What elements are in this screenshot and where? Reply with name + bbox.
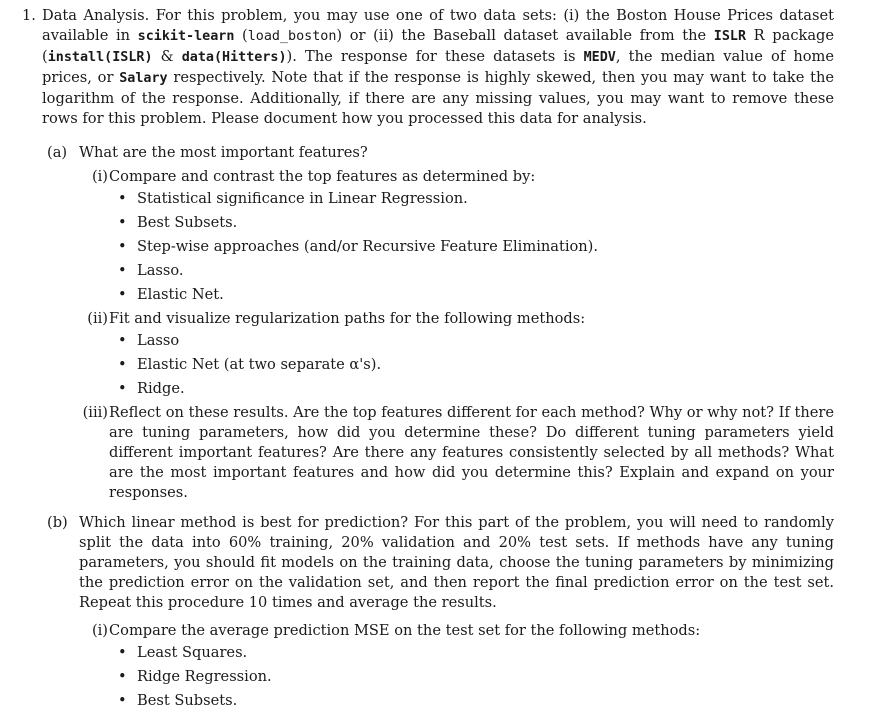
bullet: •	[118, 692, 127, 709]
part-b-i-text: Compare the average prediction MSE on the test set for the following methods:	[109, 622, 701, 639]
intro-text: , the median value of home prices, or	[42, 48, 834, 86]
part-a	[22, 143, 834, 163]
list-item	[118, 213, 834, 233]
part-b-text: Which linear method is best for prediction? For this part of the problem, you will need to randomly split the data into 60% training, 20% validation and 20% test sets. If methods have any tuning parameters, you should fit models on the training data, choose the tuning parameters by minimizing the prediction error on the validation set, and then report the final prediction error on the test set. Repeat this procedure 10 times and average the results.	[79, 514, 834, 611]
bullet: •	[118, 356, 127, 373]
list-item-text: Ridge Regression.	[137, 668, 272, 685]
bullet: •	[118, 286, 127, 303]
bullet: •	[118, 380, 127, 397]
list-item	[118, 355, 834, 375]
part-a-iii-text: Reflect on these results. Are the top features different for each method? Why or why not? If there are tuning parameters, how did you determine these? Do different tuning parameters yield different important features? Are there any features consistently selected by all methods? What are the most important features and how did you determine this? Explain and expand on your responses.	[109, 404, 834, 501]
list-item-text: Lasso.	[137, 262, 184, 279]
list-item	[118, 285, 834, 305]
bullet: •	[118, 644, 127, 661]
list-item-text: Ridge.	[137, 380, 185, 397]
intro-text: respectively. Note that if the response is highly skewed, then you may want to take the logarithm of the response. Additionally, if there are any missing values, you may want to remove these rows for this problem. Please document how you processed this data for analysis.	[42, 69, 835, 127]
part-a-i	[22, 167, 834, 187]
code-islr: ISLR	[713, 29, 747, 44]
code-salary: Salary	[119, 71, 168, 86]
code-scikit-learn: scikit-learn	[137, 29, 235, 44]
intro-text: R package (	[42, 27, 835, 65]
code-load-boston: load_boston	[247, 29, 337, 44]
problem-number: 1.	[22, 7, 36, 24]
intro-text: ). The response for these datasets is	[286, 48, 576, 65]
bullet: •	[118, 190, 127, 207]
list-item-text: Statistical significance in Linear Regression.	[137, 190, 468, 207]
list-item	[118, 189, 834, 209]
part-b-i-list	[22, 643, 834, 711]
bullet: •	[118, 214, 127, 231]
list-item	[118, 379, 834, 399]
part-a-ii	[22, 309, 834, 329]
intro-text: For this problem, you may use one of two data sets: (i) the Boston House Prices dataset available in	[42, 7, 834, 44]
part-a-label: (a)	[47, 144, 68, 161]
bullet: •	[118, 668, 127, 685]
part-a-i-text: Compare and contrast the top features as determined by:	[109, 168, 536, 185]
bullet: •	[118, 238, 127, 255]
part-a-ii-text: Fit and visualize regularization paths for the following methods:	[109, 310, 586, 327]
part-a-iii-label: (iii)	[82, 404, 108, 421]
list-item	[118, 691, 834, 711]
intro-text: (	[242, 27, 248, 44]
part-b-i-label: (i)	[91, 622, 108, 639]
code-install-islr: install(ISLR)	[47, 50, 153, 65]
problem-title: Data Analysis.	[42, 7, 150, 24]
intro-text: &	[160, 48, 174, 65]
list-item	[118, 237, 834, 257]
list-item-text: Elastic Net (at two separate α's).	[137, 356, 382, 373]
list-item	[118, 261, 834, 281]
problem-document	[22, 6, 834, 715]
part-a-text: What are the most important features?	[79, 144, 368, 161]
list-item-text: Lasso	[137, 332, 180, 349]
list-item	[118, 667, 834, 687]
list-item-text: Elastic Net.	[137, 286, 224, 303]
part-a-i-label: (i)	[91, 168, 108, 185]
intro-text: ) or (ii) the Baseball dataset available from the	[336, 27, 707, 44]
part-b-i	[22, 621, 834, 641]
list-item	[118, 643, 834, 663]
part-a-ii-list	[22, 331, 834, 399]
part-a-i-list	[22, 189, 834, 305]
problem-1	[22, 6, 834, 129]
part-b-label: (b)	[47, 514, 68, 531]
part-a-ii-label: (ii)	[87, 310, 108, 327]
list-item-text: Best Subsets.	[137, 214, 238, 231]
bullet: •	[118, 262, 127, 279]
list-item	[118, 331, 834, 351]
part-b	[22, 513, 834, 613]
list-item-text: Step-wise approaches (and/or Recursive Feature Elimination).	[137, 238, 599, 255]
code-medv: MEDV	[583, 50, 616, 65]
list-item-text: Least Squares.	[137, 644, 248, 661]
code-data-hitters: data(Hitters)	[181, 50, 287, 65]
list-item-text: Best Subsets.	[137, 692, 238, 709]
part-a-iii	[22, 403, 834, 503]
bullet: •	[118, 332, 127, 349]
